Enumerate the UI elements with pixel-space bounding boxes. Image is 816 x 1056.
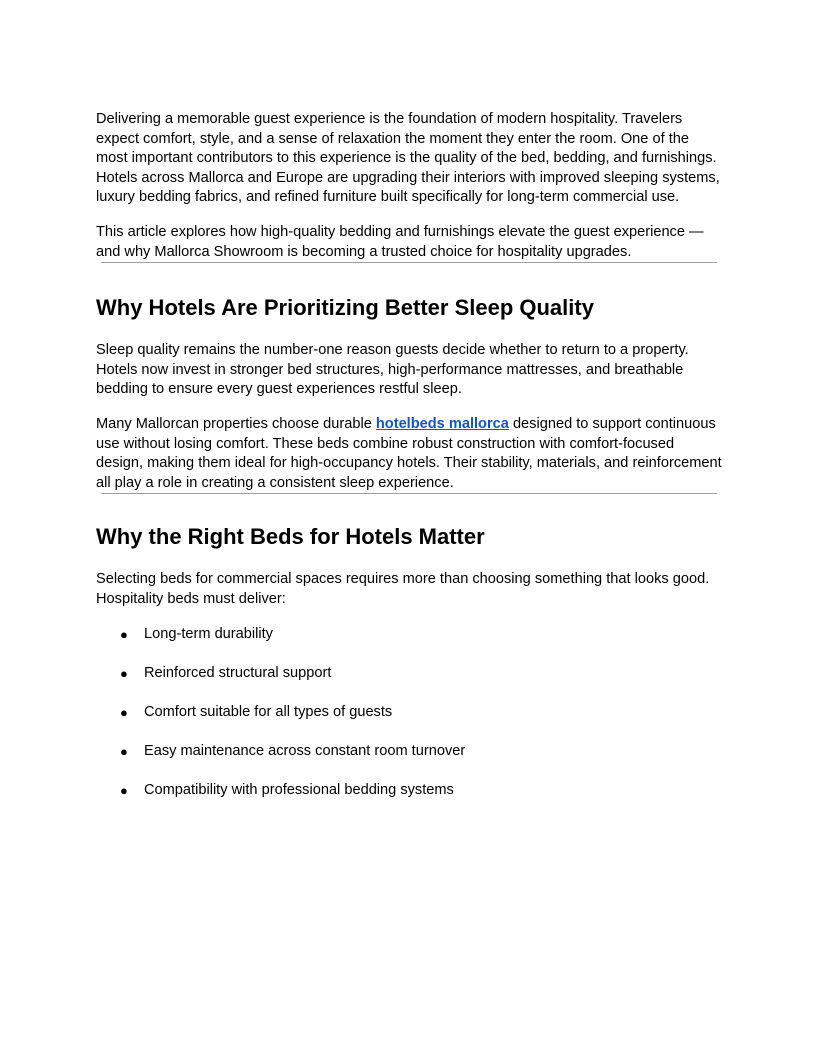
section-divider — [101, 493, 717, 494]
list-item — [96, 781, 724, 801]
bullet-icon: ● — [120, 743, 128, 759]
bullet-icon: ● — [120, 626, 128, 642]
sleep-quality-paragraph-2 — [96, 415, 724, 493]
list-item — [96, 664, 724, 684]
section-divider — [101, 262, 717, 263]
paragraph-text: Many Mallorcan properties choose durable — [96, 415, 376, 432]
list-item-text: Comfort suitable for all types of guests — [144, 703, 393, 720]
intro-paragraph-2: This article explores how high-quality bedding and furnishings elevate the guest experience — and why Mallorca Showroom is becoming a trusted choice for hospitality upgrades. — [96, 223, 704, 260]
requirements-list — [96, 625, 724, 801]
list-item-text: Easy maintenance across constant room turnover — [144, 742, 466, 759]
hotelbeds-mallorca-link[interactable]: hotelbeds mallorca — [375, 415, 509, 432]
section-heading-sleep-quality: Why Hotels Are Prioritizing Better Sleep Quality — [96, 295, 594, 321]
list-item — [96, 703, 724, 723]
right-beds-paragraph-1: Selecting beds for commercial spaces requires more than choosing something that looks good. Hospitality beds must deliver: — [96, 571, 710, 607]
intro-paragraph-1: Delivering a memorable guest experience is the foundation of modern hospitality. Travelers expect comfort, style, and a sense of relaxation the moment they enter the room. One of the most important contributors to this experience is the quality of the bed, bedding, and furnishings. Hotels across Mallorca and Europe are upgrading their interiors with improved sleeping systems, luxury bedding fabrics, and refined furniture built specifically for long-term commercial use. — [96, 111, 720, 206]
paragraph-text: designed to support continuous use without losing comfort. These beds combine robust construction with comfort-focused design, making them ideal for high-occupancy hotels. Their stability, materials, and reinforcement all play a role in creating a consistent sleep experience. — [96, 415, 722, 491]
bullet-icon: ● — [120, 704, 128, 720]
list-item — [96, 742, 724, 762]
bullet-icon: ● — [120, 665, 128, 681]
section-heading-right-beds: Why the Right Beds for Hotels Matter — [96, 524, 485, 550]
bullet-icon: ● — [120, 782, 128, 798]
list-item — [96, 625, 724, 645]
list-item-text: Reinforced structural support — [144, 664, 332, 681]
document-page — [96, 110, 724, 820]
sleep-quality-paragraph-1: Sleep quality remains the number-one reason guests decide whether to return to a property. Hotels now invest in stronger bed structures, high-performance mattresses, and breathable bedding to ensure every guest experiences restful sleep. — [96, 342, 689, 398]
list-item-text: Compatibility with professional bedding systems — [144, 781, 454, 798]
list-item-text: Long-term durability — [144, 625, 273, 642]
